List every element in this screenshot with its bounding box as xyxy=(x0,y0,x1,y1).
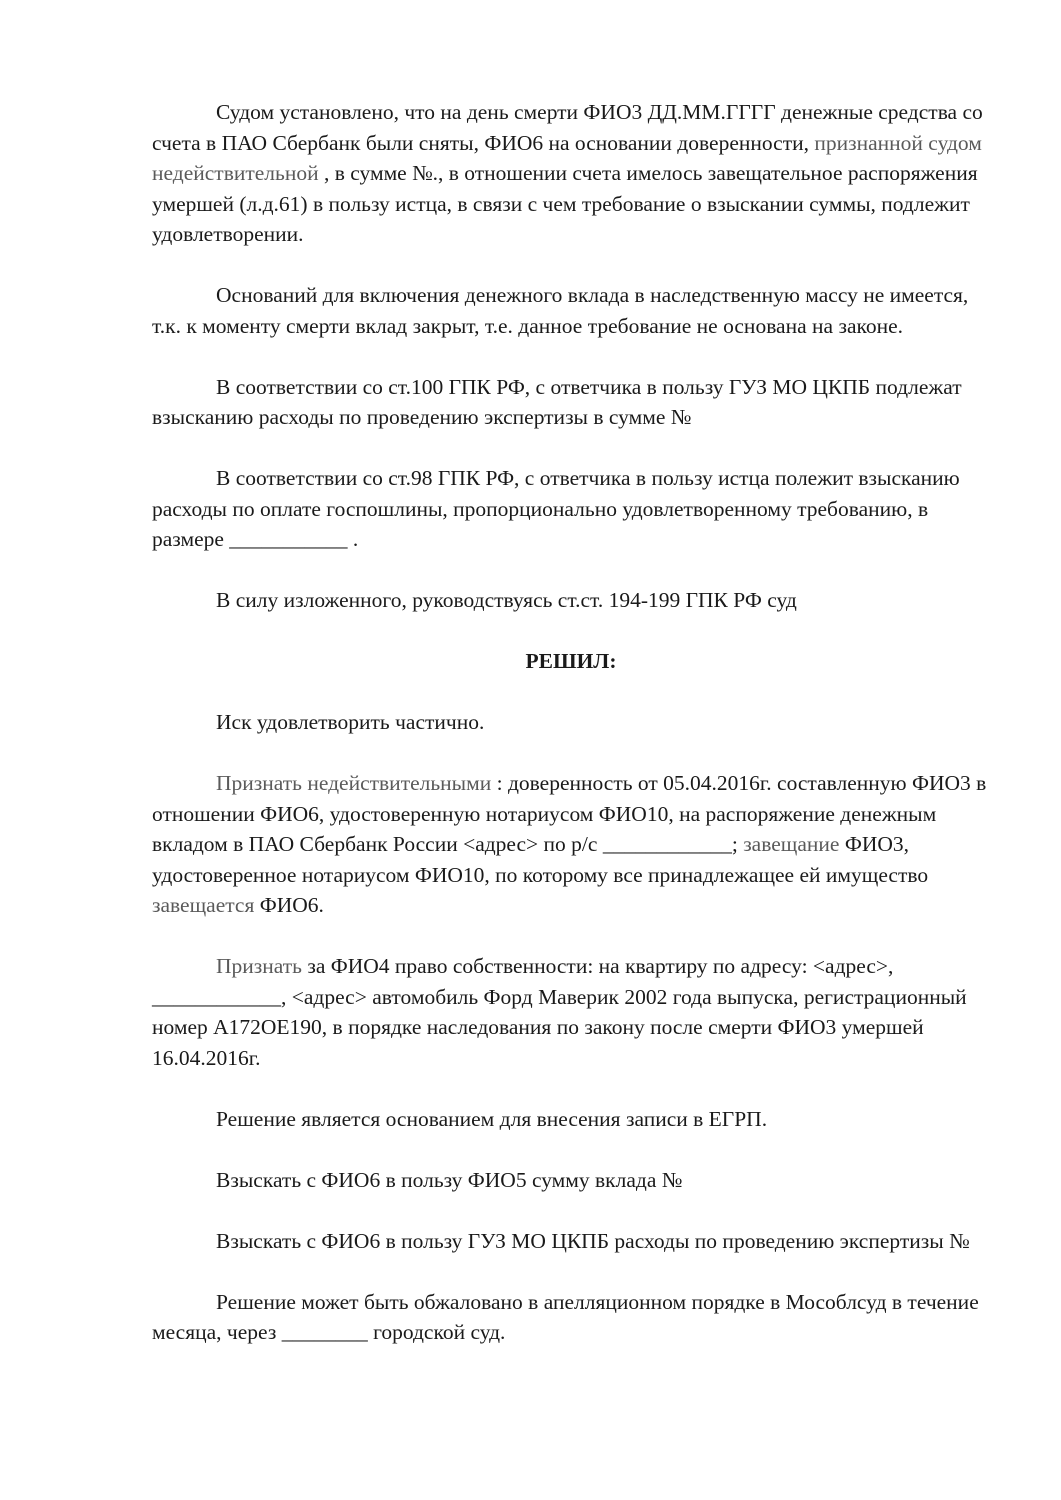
findings-text-end: , в сумме №., в отношении счета имелось завещательное распоряжения умершей (л.д.61) в пользу истца, в связи с чем требование о взыскании суммы, подлежит удовлетворении. xyxy=(152,161,978,246)
paragraph-expertise-costs: В соответствии со ст.100 ГПК РФ, с ответчика в пользу ГУЗ МО ЦКПБ подлежат взысканию расходы по проведению экспертизы в сумме № xyxy=(152,374,962,429)
invalidate-keyword: Признать недействительными xyxy=(216,771,492,795)
paragraph-recover-expertise: Взыскать с ФИО6 в пользу ГУЗ МО ЦКПБ расходы по проведению экспертизы № xyxy=(216,1228,970,1253)
recognize-keyword: Признать xyxy=(216,954,302,978)
bequeathed-keyword: завещается xyxy=(152,893,255,917)
paragraph-no-grounds: Оснований для включения денежного вклада в наследственную массу не имеется, т.к. к моменту смерти вклад закрыт, т.е. данное требование не основана на законе. xyxy=(152,283,969,338)
paragraph-appeal: Решение может быть обжаловано в апелляционном порядке в Мособлсуд в течение месяца, через ________ городской суд. xyxy=(152,1289,979,1344)
invalidate-text-3: ФИО6. xyxy=(254,893,324,917)
paragraph-invalidate xyxy=(152,768,990,921)
findings-highlight: признанной судом недействительной xyxy=(152,130,982,185)
ownership-text: за ФИО4 право собственности: на квартиру по адресу: <адрес>, ____________, <адрес> автомобиль Форд Маверик 2002 года выпуска, регистрационный номер А172ОЕ190, в порядке наследования по закону после смерти ФИО3 умершей 16.04.2016г. xyxy=(152,954,967,1070)
paragraph-findings xyxy=(152,97,990,250)
paragraph-recover-deposit: Взыскать с ФИО6 в пользу ФИО5 сумму вклада № xyxy=(216,1167,683,1192)
paragraph-state-duty: В соответствии со ст.98 ГПК РФ, с ответчика в пользу истца полежит взысканию расходы по оплате госпошлины, пропорционально удовлетворенному требованию, в размере ___________ . xyxy=(152,466,960,551)
findings-text-start: Судом установлено, что на день смерти ФИО3 ДД.ММ.ГГГГ денежные средства со счета в ПАО Сбербанк были сняты, ФИО6 на основании доверенности, xyxy=(152,100,983,155)
invalidate-text-2: ФИО3, удостоверенное нотариусом ФИО10, по которому все принадлежащее ей имущество xyxy=(152,832,929,887)
will-keyword: завещание xyxy=(743,832,840,856)
invalidate-text-1: : доверенность от 05.04.2016г. составленную ФИО3 в отношении ФИО6, удостоверенную нотариусом ФИО10, на распоряжение денежным вкладом в ПАО Сбербанк России <адрес> по р/с ____________; xyxy=(152,771,987,856)
decision-heading: РЕШИЛ: xyxy=(525,649,617,673)
paragraph-claim-partial: Иск удовлетворить частично. xyxy=(216,710,485,734)
paragraph-egrp: Решение является основанием для внесения записи в ЕГРП. xyxy=(216,1106,768,1131)
document-body xyxy=(152,97,990,1378)
paragraph-guided-by: В силу изложенного, руководствуясь ст.ст. 194-199 ГПК РФ суд xyxy=(216,588,797,612)
paragraph-ownership xyxy=(152,951,990,1073)
